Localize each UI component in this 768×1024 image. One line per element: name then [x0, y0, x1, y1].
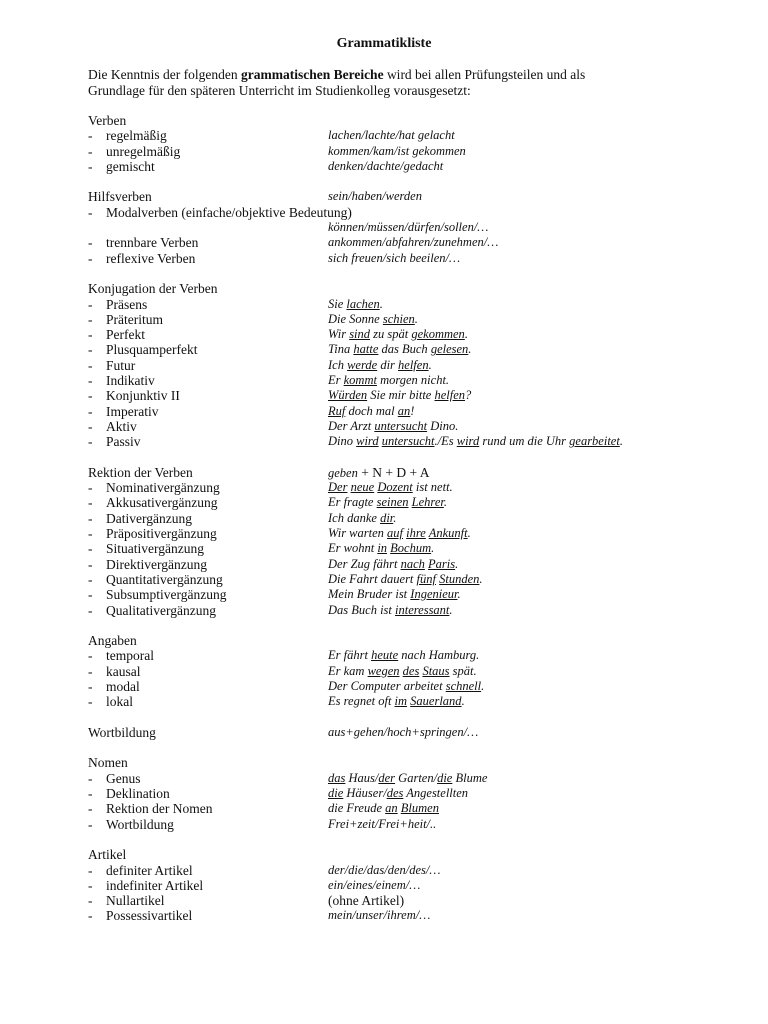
bullet-dash: - — [88, 541, 93, 557]
example-fragment: ./Es — [434, 434, 457, 449]
item-label: unregelmäßig — [106, 143, 181, 159]
section-gap — [88, 618, 728, 633]
example-text: der/die/das/den/des/… — [328, 862, 441, 877]
bullet-dash: - — [88, 663, 93, 679]
bullet-dash: - — [88, 480, 93, 496]
item-label: Quantitativergänzung — [106, 571, 223, 587]
example-fragment: Ich — [328, 357, 348, 372]
example-fragment: ? — [465, 388, 472, 403]
example-underlined: schien — [382, 311, 415, 326]
list-item — [88, 557, 728, 572]
item-label: Präteritum — [106, 311, 163, 327]
example-fragment: Tina — [328, 342, 354, 357]
item-label: Modalverben (einfache/objektive Bedeutung) — [106, 204, 352, 220]
item-label: Perfekt — [106, 327, 145, 343]
item-label: Akkusativergänzung — [106, 495, 218, 511]
example-text — [328, 404, 414, 419]
example-underlined: Paris — [428, 556, 456, 571]
bullet-dash: - — [88, 296, 93, 312]
example-text — [328, 541, 434, 556]
bullet-dash: - — [88, 250, 93, 266]
section-heading: Nomen — [88, 755, 128, 771]
example-underlined: Staus — [422, 663, 450, 678]
example-underlined: des — [402, 663, 420, 678]
example-fragment: Der Computer arbeitet — [328, 678, 446, 693]
example-text: kommen/kam/ist gekommen — [328, 143, 466, 158]
list-item — [88, 205, 728, 220]
example-fragment: . — [443, 495, 447, 510]
example-underlined: Ankunft — [428, 526, 468, 541]
example-text — [328, 817, 436, 832]
bullet-dash: - — [88, 235, 93, 251]
list-item — [88, 648, 728, 663]
page-title: Grammatikliste — [336, 36, 432, 51]
example-underlined: untersucht — [381, 434, 435, 449]
example-fragment: Er wohnt — [328, 541, 378, 556]
bullet-dash: - — [88, 694, 93, 710]
example-fragment: Haus/ — [345, 770, 379, 785]
example-fragment: Sie — [328, 296, 347, 311]
bullet-dash: - — [88, 388, 93, 404]
section-heading: Konjugation der Verben — [88, 281, 218, 297]
example-fragment: . — [449, 602, 453, 617]
example-fragment: . — [379, 296, 383, 311]
example-fragment: . — [428, 357, 432, 372]
example-underlined: Bochum — [390, 541, 432, 556]
example-fragment: nach Hamburg. — [398, 648, 480, 663]
list-item — [88, 342, 728, 357]
example-underlined: gearbeitet — [569, 434, 620, 449]
example-fragment: . — [393, 510, 397, 525]
example-fragment: doch mal — [345, 403, 398, 418]
example-underlined: gelesen — [430, 342, 469, 357]
section-heading: Hilfsverben — [88, 189, 152, 205]
item-label: Aktiv — [106, 418, 137, 434]
section-heading: Angaben — [88, 633, 137, 649]
section-heading-row — [88, 189, 728, 204]
section-gap — [88, 174, 728, 189]
list-item — [88, 495, 728, 510]
example-fragment: Er fährt — [328, 648, 372, 663]
example-text — [328, 526, 471, 541]
list-item — [88, 297, 728, 312]
example-text — [328, 771, 487, 786]
bullet-dash: - — [88, 893, 93, 909]
example-text: ankommen/abfahren/zunehmen/… — [328, 235, 499, 250]
example-fragment: Die Fahrt dauert — [328, 571, 417, 586]
item-label: Direktivergänzung — [106, 556, 207, 572]
example-text — [328, 694, 465, 709]
list-item — [88, 541, 728, 556]
item-label: indefiniter Artikel — [106, 877, 204, 893]
section-gap — [88, 740, 728, 755]
example-fragment: Die Sonne — [328, 311, 383, 326]
section-heading-row — [88, 465, 728, 480]
example-underlined: der — [378, 770, 396, 785]
list-item — [88, 526, 728, 541]
item-label: reflexive Verben — [106, 250, 196, 266]
example-fragment: . — [455, 556, 459, 571]
bullet-dash: - — [88, 678, 93, 694]
example-text — [328, 373, 449, 388]
example-fragment: Er kam — [328, 663, 368, 678]
example-fragment: Der Arzt — [328, 418, 375, 433]
example-fragment: Angestellten — [403, 786, 469, 801]
bullet-dash: - — [88, 526, 93, 542]
bullet-dash: - — [88, 801, 93, 817]
list-item — [88, 878, 728, 893]
list-item — [88, 679, 728, 694]
item-label: Subsumptivergänzung — [106, 587, 227, 603]
item-label: Dativergänzung — [106, 510, 192, 526]
example-underlined: sind — [349, 327, 371, 342]
list-item — [88, 786, 728, 801]
example-fragment: ! — [410, 403, 415, 418]
example-underlined: Sauerland — [410, 694, 462, 709]
example-text — [328, 587, 461, 602]
item-label: Wortbildung — [106, 816, 174, 832]
example-text — [328, 465, 429, 481]
item-label: Nullartikel — [106, 893, 165, 909]
list-item — [88, 358, 728, 373]
example-text — [328, 511, 396, 526]
bullet-dash: - — [88, 204, 93, 220]
bullet-dash: - — [88, 434, 93, 450]
bullet-dash: - — [88, 816, 93, 832]
bullet-dash: - — [88, 877, 93, 893]
item-label: lokal — [106, 694, 133, 710]
item-label: Präsens — [106, 296, 148, 312]
example-text: lachen/lachte/hat gelacht — [328, 128, 455, 143]
example-fragment: geben — [328, 465, 358, 480]
item-label: Genus — [106, 770, 141, 786]
item-label: trennbare Verben — [106, 235, 199, 251]
list-item — [88, 771, 728, 786]
example-fragment: . — [457, 587, 461, 602]
list-item — [88, 908, 728, 923]
bullet-dash: - — [88, 862, 93, 878]
section-heading-row — [88, 755, 728, 770]
example-fragment: Er — [328, 373, 344, 388]
example-underlined: seinen — [376, 495, 409, 510]
list-item — [88, 603, 728, 618]
bullet-dash: - — [88, 495, 93, 511]
example-fragment: Wir — [328, 327, 350, 342]
example-underlined: wird — [456, 434, 480, 449]
list-item — [88, 373, 728, 388]
intro-line-2: Grundlage für den späteren Unterricht im Studienkolleg vorausgesetzt: — [88, 83, 471, 98]
example-underlined: Ruf — [328, 403, 346, 418]
bullet-dash: - — [88, 510, 93, 526]
example-fragment: . — [468, 342, 472, 357]
item-label: Qualitativergänzung — [106, 602, 216, 618]
example-fragment: . — [481, 678, 485, 693]
item-label: Futur — [106, 357, 136, 373]
bullet-dash: - — [88, 373, 93, 389]
example-text — [328, 786, 468, 801]
example-text — [328, 419, 458, 434]
example-underlined: an — [397, 403, 411, 418]
example-fragment: Sie mir bitte — [367, 388, 435, 403]
example-underlined: werde — [347, 357, 378, 372]
item-label: definiter Artikel — [106, 862, 193, 878]
example-fragment: Häuser/ — [343, 786, 387, 801]
item-label: regelmäßig — [106, 128, 167, 144]
example-fragment: zu spät — [370, 327, 412, 342]
example-text: sein/haben/werden — [328, 189, 422, 204]
example-underlined: wegen — [367, 663, 400, 678]
example-text: ein/eines/einem/… — [328, 877, 421, 892]
list-item — [88, 235, 728, 250]
section-heading-row — [88, 113, 728, 128]
intro-text: Die Kenntnis der folgenden — [88, 67, 241, 82]
bullet-dash: - — [88, 327, 93, 343]
example-fragment: . — [461, 694, 465, 709]
intro-text: wird bei allen Prüfungsteilen und als — [383, 67, 586, 82]
intro-bold: grammatischen Bereiche — [240, 67, 384, 82]
example-fragment: . — [431, 541, 435, 556]
example-fragment: Dino. — [427, 418, 459, 433]
item-label: Deklination — [106, 786, 170, 802]
example-underlined: helfen — [398, 357, 429, 372]
example-underlined: Stunden — [439, 571, 480, 586]
list-item — [88, 863, 728, 878]
bullet-dash: - — [88, 128, 93, 144]
example-fragment: Ich danke — [328, 510, 381, 525]
bullet-dash: - — [88, 311, 93, 327]
section-heading-row — [88, 847, 728, 862]
example-underlined: Würden — [328, 388, 368, 403]
bullet-dash: - — [88, 143, 93, 159]
example-text — [328, 572, 483, 587]
example-fragment: das Buch — [378, 342, 431, 357]
example-text — [328, 557, 458, 572]
example-text: können/müssen/dürfen/sollen/… — [328, 220, 489, 235]
item-label: Nominativergänzung — [106, 480, 220, 496]
example-fragment: ist nett. — [412, 480, 453, 495]
example-underlined: interessant — [395, 602, 450, 617]
example-fragment: rund um die Uhr — [479, 434, 570, 449]
section-heading: Artikel — [88, 847, 127, 863]
example-text — [328, 388, 471, 403]
example-text — [328, 480, 453, 495]
example-text — [328, 297, 383, 312]
grammar-list — [88, 113, 728, 924]
bullet-dash: - — [88, 908, 93, 924]
bullet-dash: - — [88, 571, 93, 587]
example-underlined: ihre — [406, 526, 426, 541]
example-underlined: fünf — [416, 571, 436, 586]
example-underlined: lachen — [346, 296, 380, 311]
example-fragment: Das Buch ist — [328, 602, 396, 617]
bullet-dash: - — [88, 770, 93, 786]
example-fragment: die Freude — [328, 801, 386, 816]
example-text — [328, 679, 484, 694]
list-item — [88, 694, 728, 709]
example-underlined: nach — [400, 556, 425, 571]
item-label: Plusquamperfekt — [106, 342, 198, 358]
example-underlined: im — [394, 694, 408, 709]
example-text — [328, 327, 468, 342]
item-label: Konjunktiv II — [106, 388, 180, 404]
item-label: Präpositivergänzung — [106, 526, 217, 542]
list-item — [88, 128, 728, 143]
list-item — [88, 480, 728, 495]
example-text — [328, 664, 477, 679]
example-text — [328, 434, 623, 449]
bullet-dash: - — [88, 403, 93, 419]
example-fragment: Der Zug fährt — [328, 556, 401, 571]
example-fragment: . — [464, 327, 468, 342]
intro-line-1 — [88, 67, 688, 83]
item-label: modal — [106, 678, 140, 694]
list-item — [88, 251, 728, 266]
example-fragment: Garten/ — [395, 770, 438, 785]
section-gap — [88, 266, 728, 281]
example-text — [328, 603, 453, 618]
example-underlined: untersucht — [374, 418, 428, 433]
bullet-dash: - — [88, 786, 93, 802]
bullet-dash: - — [88, 587, 93, 603]
example-text: denken/dachte/gedacht — [328, 158, 444, 173]
bullet-dash: - — [88, 158, 93, 174]
list-item — [88, 144, 728, 159]
example-fragment: Blume — [452, 770, 488, 785]
example-underlined: Dozent — [377, 480, 413, 495]
list-item — [88, 511, 728, 526]
example-underlined: Ingenieur — [410, 587, 458, 602]
bullet-dash: - — [88, 556, 93, 572]
section-gap — [88, 832, 728, 847]
example-underlined: heute — [371, 648, 399, 663]
section-heading: Wortbildung — [88, 724, 156, 740]
example-text: sich freuen/sich beeilen/… — [328, 250, 461, 265]
example-underlined: Blumen — [400, 801, 439, 816]
example-row — [88, 220, 728, 235]
example-fragment: Wir warten — [328, 526, 388, 541]
example-text: (ohne Artikel) — [328, 893, 405, 909]
example-text — [328, 312, 418, 327]
example-text: aus+gehen/hoch+springen/… — [328, 724, 479, 739]
example-fragment: spät. — [449, 663, 477, 678]
bullet-dash: - — [88, 357, 93, 373]
list-item — [88, 434, 728, 449]
example-text — [328, 358, 432, 373]
example-underlined: des — [386, 786, 404, 801]
section-heading: Verben — [88, 113, 127, 128]
item-label: Situativergänzung — [106, 541, 204, 557]
list-item — [88, 893, 728, 908]
list-item — [88, 801, 728, 816]
example-underlined: die — [328, 786, 344, 801]
item-label: Rektion der Nomen — [106, 801, 213, 817]
intro-paragraph — [88, 67, 688, 99]
example-fragment: morgen nicht. — [376, 373, 450, 388]
example-fragment: Frei+zeit/Frei+heit/.. — [328, 816, 437, 831]
example-underlined: dir — [380, 510, 394, 525]
list-item — [88, 312, 728, 327]
section-heading-row — [88, 633, 728, 648]
list-item — [88, 419, 728, 434]
list-item — [88, 587, 728, 602]
bullet-dash: - — [88, 602, 93, 618]
example-underlined: wird — [356, 434, 379, 449]
section-heading: Rektion der Verben — [88, 464, 193, 480]
list-item — [88, 817, 728, 832]
example-underlined: hatte — [353, 342, 379, 357]
bullet-dash: - — [88, 648, 93, 664]
list-item — [88, 404, 728, 419]
example-underlined: neue — [350, 480, 375, 495]
example-fragment: . — [479, 571, 483, 586]
list-item — [88, 664, 728, 679]
bullet-dash: - — [88, 342, 93, 358]
item-label: Imperativ — [106, 403, 159, 419]
item-label: kausal — [106, 663, 141, 679]
example-underlined: an — [385, 801, 398, 816]
example-underlined: Der — [328, 480, 348, 495]
example-fragment: . — [619, 434, 623, 449]
example-formula: + N + D + A — [357, 464, 430, 480]
example-underlined: kommt — [343, 373, 377, 388]
item-label: gemischt — [106, 158, 155, 174]
list-item — [88, 159, 728, 174]
example-underlined: helfen — [434, 388, 466, 403]
example-underlined: auf — [387, 526, 404, 541]
example-fragment: Es regnet oft — [328, 694, 395, 709]
example-text — [328, 342, 471, 357]
section-heading-row — [88, 281, 728, 296]
section-gap — [88, 450, 728, 465]
section-gap — [88, 710, 728, 725]
example-fragment: . — [467, 526, 471, 541]
example-fragment: Mein Bruder ist — [328, 587, 411, 602]
example-fragment: Er fragte — [328, 495, 377, 510]
example-underlined: Lehrer — [411, 495, 444, 510]
example-underlined: die — [437, 770, 453, 785]
item-label: Possessivartikel — [106, 908, 193, 924]
list-item — [88, 327, 728, 342]
item-label: Passiv — [106, 434, 141, 450]
bullet-dash: - — [88, 418, 93, 434]
list-item — [88, 572, 728, 587]
example-underlined: in — [377, 541, 388, 556]
example-text — [328, 495, 447, 510]
example-text — [328, 801, 439, 816]
example-fragment: Dino — [328, 434, 357, 449]
item-label: temporal — [106, 648, 154, 664]
example-fragment: . — [414, 311, 418, 326]
example-fragment: dir — [377, 357, 399, 372]
example-text — [328, 648, 479, 663]
example-text: mein/unser/ihrem/… — [328, 908, 431, 923]
item-label: Indikativ — [106, 373, 155, 389]
example-underlined: das — [328, 770, 346, 785]
section-heading-row — [88, 725, 728, 740]
list-item — [88, 388, 728, 403]
example-underlined: gekommen — [411, 327, 465, 342]
example-underlined: schnell — [445, 678, 482, 693]
